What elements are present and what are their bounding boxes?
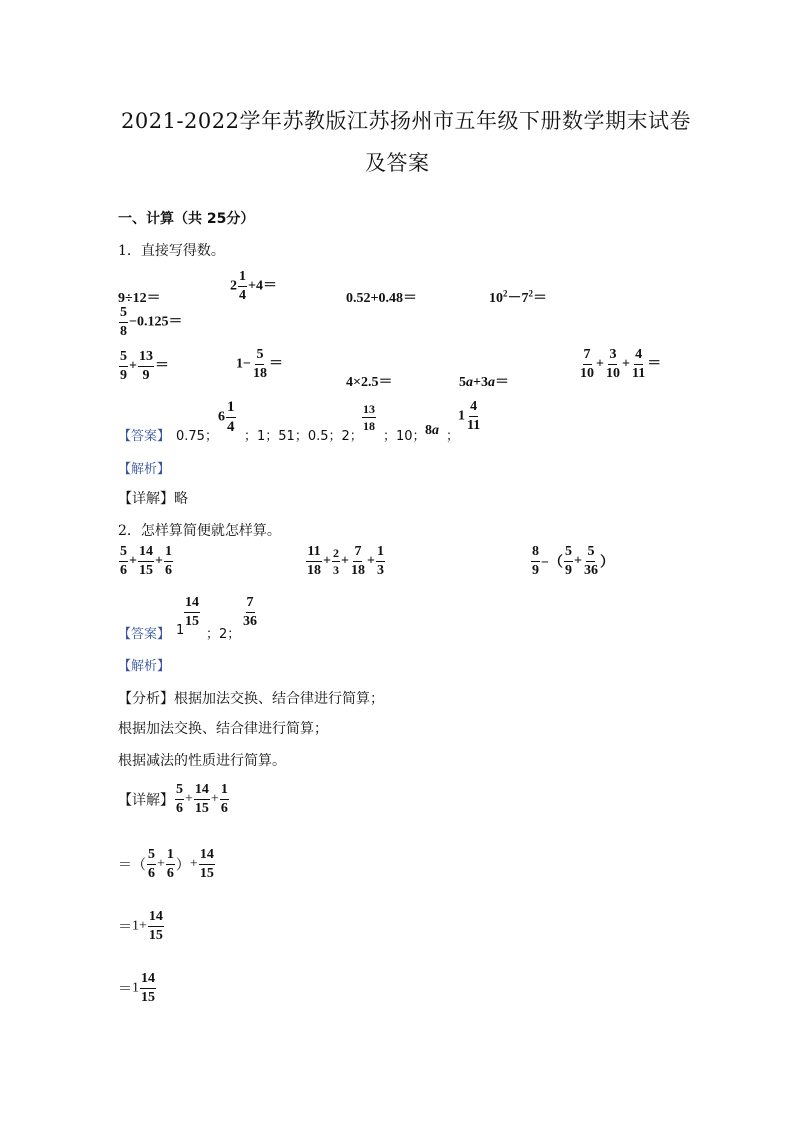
equals-sign: ＝ [118,920,132,936]
q1-item-5: $\frac{5}{8}$ −0.125＝ [120,305,183,339]
q2-item-3: $\frac{8}{9}$ −（ $\frac{5}{9}$ + $\frac{5}{36}$ ） [532,544,614,578]
q2-fenxi-line2: 根据加法交换、结合律进行简算； [118,721,328,737]
document-title-line2: 及答案 [365,151,430,175]
equals-sign: ＝ [118,982,132,998]
q2-detail-step-2: ＝1+ $\frac{14}{15}$ [118,909,163,943]
q1-item-2: 2 $\frac{1}{4}$ +4＝ [230,269,277,303]
q2-fenxi-text1: 根据加法交换、结合律进行简算； [174,691,384,707]
q1-answer-frac: $\frac{13}{18}$ [363,402,375,433]
q2-answer-label: 【答案】 [118,627,171,642]
q2-item-2: $\frac{11}{18}$ + $\frac{2}{3}$ + $\frac{7}{18}$ + $\frac{1}{3}$ [307,544,384,578]
equals-sign: ＝ [118,858,132,874]
question-2-prompt: 2．怎样算简便就怎样算。 [118,523,281,539]
q1-item-3: 0.52+0.48＝ [346,291,417,306]
q1-item-10: $\frac{7}{10}$ + $\frac{3}{10}$ + $\frac{4}{11}$ ＝ [580,347,662,381]
q1-item-7: 1− $\frac{5}{18}$ ＝ [236,347,283,381]
document-title: 2021-2022学年苏教版江苏扬州市五年级下册数学期末试卷 [121,109,691,133]
q1-answer-part3: ；10； [383,429,426,444]
q2-fenxi-line1 [118,688,384,708]
q2-fenxi-line3: 根据减法的性质进行简算。 [118,753,286,769]
section-heading: 一、计算（共 25分） [118,211,255,227]
right-paren: ） [175,858,190,874]
q1-item-4: $10^2-7^2=$ [489,288,547,306]
q1-answer-part2: ；1；51；0.5；2； [244,429,363,444]
q1-answer-mixed-1: 6 $\frac{1}{4}$ [218,399,235,435]
q1-analysis-label: 【解析】 [118,462,171,477]
one: 1 [132,918,139,934]
q1-item-8: 4×2.5＝ [346,375,393,390]
q2-detail-step-1: ＝（ $\frac{5}{6}$ + $\frac{1}{6}$ ）+ $\frac{14}{15}$ [118,847,214,881]
q1-detail [118,488,188,508]
left-paren: （ [132,858,146,874]
q1-item-6: $\frac{5}{9}$ + $\frac{13}{9}$ ＝ [120,349,169,383]
one: 1 [132,980,139,996]
q1-answer-part1: 0.75； [176,429,218,444]
q1-answer-part4: ； [446,429,460,444]
q2-item-1: $\frac{5}{6}$ + $\frac{14}{15}$ + $\frac{1}{6}$ [120,544,172,578]
q2-detail-step-3: ＝1 $\frac{14}{15}$ [118,971,155,1005]
q1-item-1: 9÷12＝ [118,291,161,306]
q2-fenxi-label: 【分析】 [118,691,174,707]
question-1-prompt: 1．直接写得数。 [118,243,225,259]
q1-answer-mixed-2: 1 $\frac{4}{11}$ [458,399,481,433]
q2-detail-step-0: 【详解】 $\frac{5}{6}$ + $\frac{14}{15}$ + $\frac{1}{6}$ [118,782,228,816]
q2-answer-frac-1: $\frac{14}{15}$ [185,595,199,629]
q2-answer-sep: ；2； [206,627,241,642]
q2-detail-label: 【详解】 [118,792,174,809]
q1-item-9: 5a+3a＝ [459,375,509,390]
q2-analysis-label: 【解析】 [118,659,171,674]
q1-answer-8a: 8a [425,423,439,438]
q1-answer-label: 【答案】 [118,429,171,444]
q2-answer-int: 1 [176,623,185,638]
q2-answer-frac-2: $\frac{7}{36}$ [243,595,257,629]
q1-detail-label: 【详解】 [118,491,174,507]
q1-detail-text: 略 [174,491,188,507]
